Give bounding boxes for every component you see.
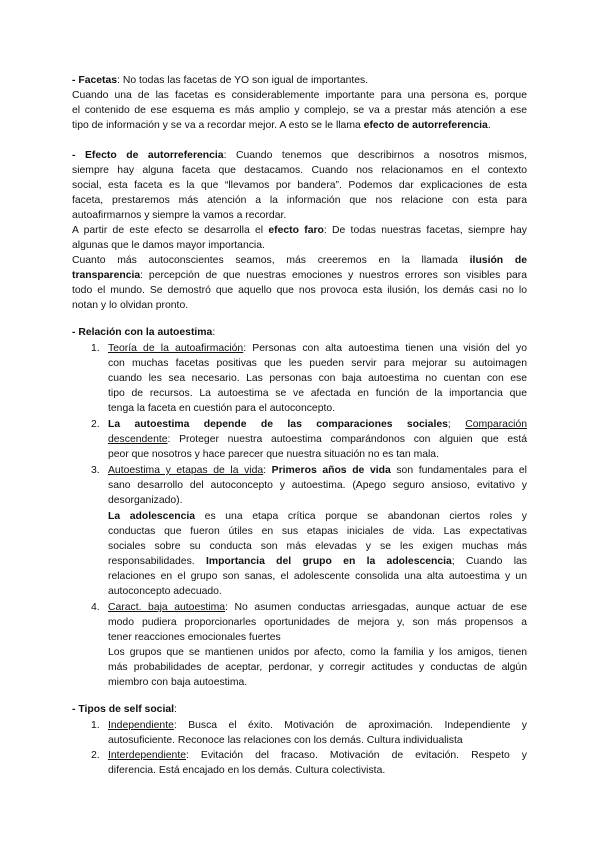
- relacion-item-3-adol-line-6: autoconcepto adecuado.: [108, 586, 222, 597]
- relacion-item-1-line-5: tenga la faceta en cuestión para el autoconcepto.: [108, 403, 336, 414]
- relacion-item-4-line-4: Los grupos que se mantienen unidos por afecto, como la familia y los amigos, tienen: [108, 647, 527, 658]
- efecto-line-8-text: Cuanto más autoconscientes seamos, más creeremos en la llamada: [72, 255, 470, 266]
- relacion-item-3-adol-line-3: sociales sobre su conducta son más elevadas y se les exigen muchas más: [108, 541, 527, 552]
- efecto-line-9-text: : percepción de que nuestras emociones y nuestros errores son visibles para: [140, 270, 527, 281]
- facetas-line-2: Cuando una de las facetas es considerablemente importante para una persona es, porque: [72, 90, 527, 101]
- efecto-line-2: siempre hay alguna faceta que destacamos. Cuando nos relacionamos en el contexto: [72, 165, 527, 176]
- efecto-line-1-text: : Cuando tenemos que describirnos a nosotros mismos,: [223, 150, 527, 161]
- adol-text-5: ; Cuando las: [451, 556, 527, 567]
- adol-text-4: responsabilidades.: [108, 556, 206, 567]
- relacion-item-4-line-3: tener reacciones emocionales fuertes: [108, 632, 281, 643]
- relacion-item-3-text-1: son fundamentales para el: [390, 465, 527, 476]
- relacion-heading: [72, 325, 215, 340]
- tipos-item-2-title: Interdependiente: [108, 750, 186, 761]
- tipos-item-2-line-1: [108, 748, 527, 763]
- relacion-item-1-line-4: tipo de recursos. La autoestima se ve afectada en función de la importancia que: [108, 388, 527, 399]
- importancia-grupo-term: Importancia del grupo en la adolescencia: [205, 556, 452, 567]
- relacion-item-4-line-6: miembro con baja autoestima.: [108, 677, 248, 688]
- relacion-item-3-sep: :: [263, 465, 272, 476]
- efecto-line-1: [72, 148, 527, 163]
- facetas-line-3: el contenido de ese esquema es más amplio y complejo, se va a prestar más atención a ese: [72, 105, 527, 116]
- relacion-item-3-adol-line-1: [108, 509, 527, 524]
- relacion-item-4-text-1: : No asumen conductas arriesgadas, aunque actuar de ese: [225, 602, 527, 613]
- relacion-item-4-number: 4.: [91, 602, 100, 613]
- efecto-line-4: faceta, prestaremos más atención a la información que nos relacione con esta para: [72, 195, 527, 206]
- efecto-line-5: autoafirmarnos y siempre la vamos a recordar.: [72, 210, 287, 221]
- relacion-item-3-line-2: sano desarrollo del autoconcepto y autoestima. (Apego seguro ansioso, evitativo y: [108, 480, 527, 491]
- tipos-item-2-number: 2.: [91, 750, 100, 761]
- tipos-item-2-line-2: diferencia. Está encajado en los demás. Cultura colectivista.: [108, 765, 386, 776]
- tipos-heading: [72, 702, 177, 717]
- facetas-line-1: [72, 73, 368, 88]
- relacion-item-3-number: 3.: [91, 465, 100, 476]
- tipos-item-1-title: Independiente: [108, 720, 174, 731]
- relacion-item-4-line-2: modo pudiera proporcionarles oportunidades de mejora y, son más propensos a: [108, 617, 527, 628]
- relacion-item-1-line-1: [108, 341, 527, 356]
- tipos-item-1-line-2: autosuficiente. Reconoce las relaciones con los demás. Cultura individualista: [108, 735, 463, 746]
- tipos-item-2-text-1: : Evitación del fracaso. Motivación de evitación. Respeto y: [186, 750, 527, 761]
- relacion-item-3-adol-line-5: relaciones en el grupo son sanas, el adolescente consolida una alta autoestima y un: [108, 571, 527, 582]
- tipos-heading-text: - Tipos de self social: [72, 704, 175, 715]
- relacion-item-3-line-3: desorganizado).: [108, 495, 183, 506]
- relacion-item-2-line-3: peor que nosotros y hace parecer que nuestra situación no es tan mala.: [108, 449, 439, 460]
- relacion-item-1-line-3: cuando les sea necesario. Las personas con baja autoestima no cuentan con ese: [108, 373, 527, 384]
- relacion-item-1-line-2: con muchas facetas positivas que les pueden servir para mejorar su autoimagen: [108, 358, 527, 369]
- efecto-line-7: algunas que le damos mayor importancia.: [72, 240, 265, 251]
- ilusion-term-2: transparencia: [72, 270, 141, 281]
- efecto-autorreferencia-term: efecto de autorreferencia: [363, 120, 488, 131]
- relacion-heading-colon: :: [212, 327, 216, 338]
- relacion-item-3-adol-line-4: [108, 554, 527, 569]
- tipos-item-1-text-1: : Busca el éxito. Motivación de aproximación. Independiente y: [173, 720, 527, 731]
- facetas-heading: - Facetas: [72, 75, 118, 86]
- efecto-line-6: [72, 223, 527, 238]
- tipos-item-1-number: 1.: [91, 720, 100, 731]
- relacion-item-1-text-1: : Personas con alta autoestima tienen una visión del yo: [243, 343, 527, 354]
- efecto-line-8: [72, 253, 527, 268]
- facetas-line-4-end: .: [487, 120, 491, 131]
- facetas-line-4: [72, 118, 491, 133]
- relacion-item-3-bold: Primeros años de vida: [271, 465, 391, 476]
- relacion-item-4-title: Caract. baja autoestima: [108, 602, 226, 613]
- efecto-line-9: [72, 268, 527, 283]
- efecto-faro-term: efecto faro: [268, 225, 324, 236]
- tipos-heading-colon: :: [174, 704, 177, 715]
- relacion-item-1-title: Teoría de la autoafirmación: [108, 343, 244, 354]
- relacion-item-2-text-1: : Proteger nuestra autoestima comparándonos con alguien que está: [167, 434, 527, 445]
- adol-text-1: es una etapa crítica porque se abandonan ciertos roles y: [195, 511, 527, 522]
- relacion-item-3-line-1: [108, 463, 527, 478]
- efecto-line-6-text: A partir de este efecto se desarrolla el: [72, 225, 269, 236]
- efecto-line-3: social, esta faceta es la que “llevamos por bandera”. Podemos dar explicaciones de esta: [72, 180, 527, 191]
- efecto-line-6-rest: : De todas nuestras facetas, siempre hay: [323, 225, 527, 236]
- relacion-item-2-number: 2.: [91, 419, 100, 430]
- tipos-item-1-line-1: [108, 718, 527, 733]
- relacion-item-2-subtitle-2: descendente: [108, 434, 168, 445]
- relacion-item-2-title: La autoestima depende de las comparaciones sociales: [108, 419, 448, 430]
- relacion-item-4-line-5: más probabilidades de aceptar, perdonar, y corregir actitudes y conductas de algún: [108, 662, 527, 673]
- efecto-line-10: todo el mundo. Se demostró que aquello que nos provoca esta ilusión, los demás casi no lo: [72, 285, 527, 296]
- efecto-heading: - Efecto de autorreferencia: [72, 150, 224, 161]
- relacion-item-2-sep: ;: [447, 419, 466, 430]
- adolescencia-term: La adolescencia: [108, 511, 196, 522]
- relacion-item-2-subtitle: Comparación: [465, 419, 528, 430]
- relacion-item-4-line-1: [108, 600, 527, 615]
- facetas-heading-text: : No todas las facetas de YO son igual de importantes.: [117, 75, 369, 86]
- relacion-item-3-title: Autoestima y etapas de la vida: [108, 465, 264, 476]
- relacion-item-2-line-1: [108, 417, 527, 432]
- relacion-heading-text: - Relación con la autoestima: [72, 327, 213, 338]
- relacion-item-1-number: 1.: [91, 343, 100, 354]
- facetas-line-4-text: tipo de información y se va a recordar mejor. A esto se le llama: [72, 120, 364, 131]
- efecto-line-11: notan y lo olvidan pronto.: [72, 300, 189, 311]
- relacion-item-3-adol-line-2: conductas que fueron útiles en sus etapas iniciales de vida. Las expectativas: [108, 526, 527, 537]
- ilusion-term-1: ilusión de: [469, 255, 527, 266]
- relacion-item-2-line-2: [108, 432, 527, 447]
